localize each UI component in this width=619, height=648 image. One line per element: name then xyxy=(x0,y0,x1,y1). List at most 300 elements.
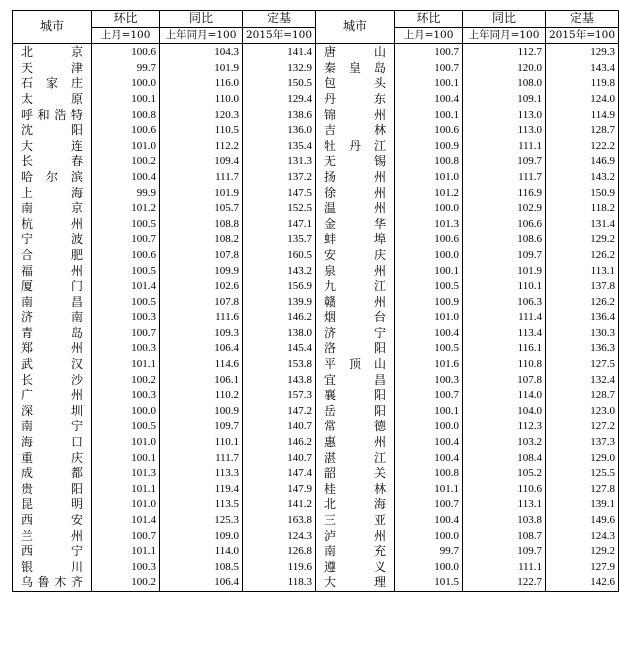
left-city-name: 南宁 xyxy=(13,419,92,435)
right-yoy-value: 111.1 xyxy=(463,139,546,155)
table-row xyxy=(13,232,619,248)
table-body xyxy=(13,44,619,592)
mom-header: 环比 xyxy=(92,11,160,28)
right-yoy-value: 111.4 xyxy=(463,310,546,326)
right-mom-value: 100.8 xyxy=(395,466,463,482)
left-yoy-value: 108.8 xyxy=(160,217,243,233)
right-base-value: 113.1 xyxy=(546,264,619,280)
right-yoy-value: 111.7 xyxy=(463,170,546,186)
table-row xyxy=(13,466,619,482)
right-mom-value: 100.4 xyxy=(395,92,463,108)
right-base-value: 126.2 xyxy=(546,295,619,311)
right-yoy-value: 106.6 xyxy=(463,217,546,233)
left-yoy-value: 113.5 xyxy=(160,497,243,513)
right-mom-value: 101.5 xyxy=(395,575,463,591)
right-mom-value: 101.0 xyxy=(395,170,463,186)
left-mom-value: 100.0 xyxy=(92,404,160,420)
right-mom-value: 100.7 xyxy=(395,44,463,61)
right-yoy-value: 103.8 xyxy=(463,513,546,529)
table-row xyxy=(13,248,619,264)
left-mom-value: 99.9 xyxy=(92,186,160,202)
table-row xyxy=(13,264,619,280)
left-yoy-value: 111.7 xyxy=(160,451,243,467)
right-city-name: 无锡 xyxy=(316,154,395,170)
right-yoy-value: 101.9 xyxy=(463,264,546,280)
table-row xyxy=(13,357,619,373)
right-mom-value: 100.7 xyxy=(395,388,463,404)
table-row xyxy=(13,482,619,498)
right-base-value: 114.9 xyxy=(546,108,619,124)
left-mom-value: 101.1 xyxy=(92,357,160,373)
left-base-value: 140.7 xyxy=(243,419,316,435)
right-base-value: 150.9 xyxy=(546,186,619,202)
left-mom-value: 100.5 xyxy=(92,264,160,280)
right-mom-value: 100.6 xyxy=(395,232,463,248)
left-city-name: 宁波 xyxy=(13,232,92,248)
left-city-name: 海口 xyxy=(13,435,92,451)
right-yoy-value: 116.9 xyxy=(463,186,546,202)
right-yoy-value: 113.0 xyxy=(463,108,546,124)
left-base-value: 138.6 xyxy=(243,108,316,124)
right-yoy-value: 122.7 xyxy=(463,575,546,591)
right-yoy-value: 102.9 xyxy=(463,201,546,217)
table-row xyxy=(13,108,619,124)
right-yoy-value: 113.0 xyxy=(463,123,546,139)
right-yoy-value: 110.1 xyxy=(463,279,546,295)
left-mom-value: 100.3 xyxy=(92,560,160,576)
right-mom-value: 100.1 xyxy=(395,108,463,124)
right-base-value: 142.6 xyxy=(546,575,619,591)
right-mom-value: 100.4 xyxy=(395,451,463,467)
left-mom-value: 100.7 xyxy=(92,232,160,248)
right-city-name: 金华 xyxy=(316,217,395,233)
left-base-value: 139.9 xyxy=(243,295,316,311)
mom-subheader: 上月=100 xyxy=(395,27,463,44)
right-mom-value: 100.3 xyxy=(395,373,463,389)
right-yoy-value: 103.2 xyxy=(463,435,546,451)
right-base-value: 129.3 xyxy=(546,44,619,61)
right-mom-value: 101.0 xyxy=(395,310,463,326)
left-city-name: 西安 xyxy=(13,513,92,529)
left-base-value: 147.1 xyxy=(243,217,316,233)
left-base-value: 146.2 xyxy=(243,435,316,451)
right-base-value: 126.2 xyxy=(546,248,619,264)
left-yoy-value: 125.3 xyxy=(160,513,243,529)
left-yoy-value: 104.3 xyxy=(160,44,243,61)
right-city-name: 韶关 xyxy=(316,466,395,482)
right-mom-value: 101.1 xyxy=(395,482,463,498)
left-base-value: 143.2 xyxy=(243,264,316,280)
left-base-value: 124.3 xyxy=(243,529,316,545)
left-mom-value: 101.4 xyxy=(92,279,160,295)
table-row xyxy=(13,513,619,529)
right-city-name: 徐州 xyxy=(316,186,395,202)
left-yoy-value: 110.2 xyxy=(160,388,243,404)
left-mom-value: 100.5 xyxy=(92,217,160,233)
left-mom-value: 100.2 xyxy=(92,154,160,170)
right-yoy-value: 109.7 xyxy=(463,544,546,560)
right-base-value: 143.2 xyxy=(546,170,619,186)
left-mom-value: 100.4 xyxy=(92,170,160,186)
left-base-value: 157.3 xyxy=(243,388,316,404)
right-base-value: 123.0 xyxy=(546,404,619,420)
right-city-name: 牡丹江 xyxy=(316,139,395,155)
right-base-value: 136.3 xyxy=(546,341,619,357)
right-city-name: 湛江 xyxy=(316,451,395,467)
left-yoy-value: 116.0 xyxy=(160,76,243,92)
yoy-subheader: 上年同月=100 xyxy=(463,27,546,44)
left-city-name: 西宁 xyxy=(13,544,92,560)
left-yoy-value: 106.4 xyxy=(160,341,243,357)
right-base-value: 146.9 xyxy=(546,154,619,170)
left-city-name: 福州 xyxy=(13,264,92,280)
left-city-name: 南昌 xyxy=(13,295,92,311)
left-yoy-value: 101.9 xyxy=(160,61,243,77)
right-city-name: 遵义 xyxy=(316,560,395,576)
right-base-value: 128.7 xyxy=(546,123,619,139)
right-yoy-value: 113.4 xyxy=(463,326,546,342)
base-header: 定基 xyxy=(243,11,316,28)
left-base-value: 135.7 xyxy=(243,232,316,248)
left-mom-value: 101.0 xyxy=(92,435,160,451)
left-base-value: 141.2 xyxy=(243,497,316,513)
left-base-value: 152.5 xyxy=(243,201,316,217)
left-yoy-value: 107.8 xyxy=(160,248,243,264)
right-mom-value: 100.6 xyxy=(395,123,463,139)
right-base-value: 122.2 xyxy=(546,139,619,155)
table-row xyxy=(13,310,619,326)
left-yoy-value: 106.1 xyxy=(160,373,243,389)
right-mom-value: 101.3 xyxy=(395,217,463,233)
right-mom-value: 100.7 xyxy=(395,61,463,77)
left-city-name: 贵阳 xyxy=(13,482,92,498)
right-city-name: 包头 xyxy=(316,76,395,92)
left-base-value: 119.6 xyxy=(243,560,316,576)
yoy-header: 同比 xyxy=(463,11,546,28)
left-yoy-value: 101.9 xyxy=(160,186,243,202)
left-yoy-value: 110.1 xyxy=(160,435,243,451)
left-base-value: 150.5 xyxy=(243,76,316,92)
left-mom-value: 100.1 xyxy=(92,451,160,467)
left-mom-value: 100.7 xyxy=(92,529,160,545)
left-yoy-value: 120.3 xyxy=(160,108,243,124)
left-mom-value: 100.6 xyxy=(92,44,160,61)
right-city-name: 九江 xyxy=(316,279,395,295)
left-city-name: 沈阳 xyxy=(13,123,92,139)
table-row xyxy=(13,44,619,61)
left-base-value: 129.4 xyxy=(243,92,316,108)
right-city-name: 泉州 xyxy=(316,264,395,280)
left-base-value: 137.2 xyxy=(243,170,316,186)
left-mom-value: 99.7 xyxy=(92,61,160,77)
right-yoy-value: 106.3 xyxy=(463,295,546,311)
left-city-name: 上海 xyxy=(13,186,92,202)
left-city-name: 银川 xyxy=(13,560,92,576)
left-city-name: 郑州 xyxy=(13,341,92,357)
right-city-name: 岳阳 xyxy=(316,404,395,420)
left-city-name: 乌鲁木齐 xyxy=(13,575,92,591)
left-base-value: 136.0 xyxy=(243,123,316,139)
left-mom-value: 100.0 xyxy=(92,76,160,92)
right-mom-value: 100.9 xyxy=(395,139,463,155)
right-mom-value: 100.0 xyxy=(395,419,463,435)
table-row xyxy=(13,123,619,139)
right-mom-value: 100.8 xyxy=(395,154,463,170)
right-mom-value: 101.6 xyxy=(395,357,463,373)
left-yoy-value: 100.9 xyxy=(160,404,243,420)
table-row xyxy=(13,170,619,186)
header-row-1 xyxy=(13,11,619,28)
left-mom-value: 101.4 xyxy=(92,513,160,529)
left-city-name: 成都 xyxy=(13,466,92,482)
left-city-name: 哈尔滨 xyxy=(13,170,92,186)
right-city-name: 洛阳 xyxy=(316,341,395,357)
left-yoy-value: 114.6 xyxy=(160,357,243,373)
left-base-value: 147.2 xyxy=(243,404,316,420)
right-base-value: 136.4 xyxy=(546,310,619,326)
left-yoy-value: 110.5 xyxy=(160,123,243,139)
base-subheader: 2015年=100 xyxy=(546,27,619,44)
left-yoy-value: 109.0 xyxy=(160,529,243,545)
right-mom-value: 100.0 xyxy=(395,560,463,576)
right-base-value: 131.4 xyxy=(546,217,619,233)
left-city-name: 呼和浩特 xyxy=(13,108,92,124)
right-base-value: 130.3 xyxy=(546,326,619,342)
left-city-name: 石家庄 xyxy=(13,76,92,92)
left-base-value: 147.9 xyxy=(243,482,316,498)
table-row xyxy=(13,186,619,202)
right-base-value: 149.6 xyxy=(546,513,619,529)
left-city-name: 长春 xyxy=(13,154,92,170)
left-base-value: 163.8 xyxy=(243,513,316,529)
left-base-value: 135.4 xyxy=(243,139,316,155)
table-row xyxy=(13,61,619,77)
right-city-name: 桂林 xyxy=(316,482,395,498)
left-yoy-value: 111.6 xyxy=(160,310,243,326)
left-yoy-value: 111.7 xyxy=(160,170,243,186)
right-base-value: 143.4 xyxy=(546,61,619,77)
right-yoy-value: 105.2 xyxy=(463,466,546,482)
left-mom-value: 100.2 xyxy=(92,373,160,389)
right-base-value: 127.2 xyxy=(546,419,619,435)
table-row xyxy=(13,435,619,451)
right-base-value: 127.5 xyxy=(546,357,619,373)
right-mom-value: 100.9 xyxy=(395,295,463,311)
table-row xyxy=(13,201,619,217)
right-city-name: 常德 xyxy=(316,419,395,435)
left-base-value: 146.2 xyxy=(243,310,316,326)
left-mom-value: 101.0 xyxy=(92,139,160,155)
right-yoy-value: 116.1 xyxy=(463,341,546,357)
right-yoy-value: 110.6 xyxy=(463,482,546,498)
table-row xyxy=(13,139,619,155)
left-yoy-value: 106.4 xyxy=(160,575,243,591)
right-city-name: 扬州 xyxy=(316,170,395,186)
right-mom-value: 100.5 xyxy=(395,279,463,295)
table-row xyxy=(13,326,619,342)
right-base-value: 129.2 xyxy=(546,544,619,560)
right-yoy-value: 108.6 xyxy=(463,232,546,248)
left-base-value: 143.8 xyxy=(243,373,316,389)
left-mom-value: 101.2 xyxy=(92,201,160,217)
right-city-name: 济宁 xyxy=(316,326,395,342)
right-yoy-value: 111.1 xyxy=(463,560,546,576)
base-subheader: 2015年=100 xyxy=(243,27,316,44)
right-yoy-value: 112.3 xyxy=(463,419,546,435)
left-mom-value: 100.6 xyxy=(92,248,160,264)
left-yoy-value: 109.4 xyxy=(160,154,243,170)
left-mom-value: 100.7 xyxy=(92,326,160,342)
left-mom-value: 100.1 xyxy=(92,92,160,108)
right-city-name: 襄阳 xyxy=(316,388,395,404)
table-row xyxy=(13,92,619,108)
right-mom-value: 100.4 xyxy=(395,435,463,451)
left-city-name: 南京 xyxy=(13,201,92,217)
yoy-subheader: 上年同月=100 xyxy=(160,27,243,44)
left-mom-value: 100.6 xyxy=(92,123,160,139)
right-city-name: 锦州 xyxy=(316,108,395,124)
table-row xyxy=(13,404,619,420)
right-base-value: 139.1 xyxy=(546,497,619,513)
right-city-name: 吉林 xyxy=(316,123,395,139)
left-yoy-value: 112.2 xyxy=(160,139,243,155)
right-city-name: 烟台 xyxy=(316,310,395,326)
left-yoy-value: 102.6 xyxy=(160,279,243,295)
right-city-name: 唐山 xyxy=(316,44,395,61)
right-city-name: 惠州 xyxy=(316,435,395,451)
base-header: 定基 xyxy=(546,11,619,28)
left-base-value: 141.4 xyxy=(243,44,316,61)
left-yoy-value: 109.7 xyxy=(160,419,243,435)
mom-header: 环比 xyxy=(395,11,463,28)
left-yoy-value: 109.9 xyxy=(160,264,243,280)
right-city-name: 赣州 xyxy=(316,295,395,311)
left-mom-value: 101.1 xyxy=(92,482,160,498)
left-yoy-value: 109.3 xyxy=(160,326,243,342)
right-yoy-value: 108.7 xyxy=(463,529,546,545)
right-base-value: 129.0 xyxy=(546,451,619,467)
right-mom-value: 100.0 xyxy=(395,248,463,264)
left-mom-value: 101.0 xyxy=(92,497,160,513)
left-mom-value: 101.3 xyxy=(92,466,160,482)
right-yoy-value: 112.7 xyxy=(463,44,546,61)
left-base-value: 118.3 xyxy=(243,575,316,591)
left-city-name: 青岛 xyxy=(13,326,92,342)
left-city-name: 大连 xyxy=(13,139,92,155)
right-base-value: 127.9 xyxy=(546,560,619,576)
right-yoy-value: 109.7 xyxy=(463,154,546,170)
left-city-name: 长沙 xyxy=(13,373,92,389)
right-yoy-value: 114.0 xyxy=(463,388,546,404)
table-row xyxy=(13,373,619,389)
right-city-name: 平顶山 xyxy=(316,357,395,373)
left-yoy-value: 119.4 xyxy=(160,482,243,498)
right-mom-value: 100.0 xyxy=(395,529,463,545)
right-mom-value: 101.2 xyxy=(395,186,463,202)
right-city-name: 秦皇岛 xyxy=(316,61,395,77)
table-row xyxy=(13,497,619,513)
left-mom-value: 100.3 xyxy=(92,388,160,404)
right-city-name: 大理 xyxy=(316,575,395,591)
right-mom-value: 100.5 xyxy=(395,341,463,357)
left-city-name: 广州 xyxy=(13,388,92,404)
left-mom-value: 100.3 xyxy=(92,341,160,357)
table-row xyxy=(13,575,619,591)
left-yoy-value: 113.3 xyxy=(160,466,243,482)
table-row xyxy=(13,388,619,404)
right-yoy-value: 110.8 xyxy=(463,357,546,373)
left-mom-value: 100.3 xyxy=(92,310,160,326)
left-base-value: 153.8 xyxy=(243,357,316,373)
table-row xyxy=(13,451,619,467)
left-city-name: 昆明 xyxy=(13,497,92,513)
table-row xyxy=(13,154,619,170)
left-city-name: 杭州 xyxy=(13,217,92,233)
table-row xyxy=(13,544,619,560)
left-city-name: 合肥 xyxy=(13,248,92,264)
right-mom-value: 100.1 xyxy=(395,264,463,280)
left-base-value: 126.8 xyxy=(243,544,316,560)
table-row xyxy=(13,76,619,92)
right-mom-value: 100.7 xyxy=(395,497,463,513)
left-base-value: 156.9 xyxy=(243,279,316,295)
right-mom-value: 100.4 xyxy=(395,513,463,529)
right-mom-value: 100.0 xyxy=(395,201,463,217)
right-yoy-value: 109.1 xyxy=(463,92,546,108)
left-base-value: 147.5 xyxy=(243,186,316,202)
right-base-value: 124.0 xyxy=(546,92,619,108)
table-row xyxy=(13,341,619,357)
left-base-value: 132.9 xyxy=(243,61,316,77)
left-city-name: 兰州 xyxy=(13,529,92,545)
right-city-name: 安庆 xyxy=(316,248,395,264)
right-yoy-value: 109.7 xyxy=(463,248,546,264)
left-mom-value: 100.2 xyxy=(92,575,160,591)
table-row xyxy=(13,560,619,576)
right-mom-value: 100.1 xyxy=(395,76,463,92)
left-city-name: 北京 xyxy=(13,44,92,61)
right-base-value: 118.2 xyxy=(546,201,619,217)
right-base-value: 125.5 xyxy=(546,466,619,482)
left-base-value: 160.5 xyxy=(243,248,316,264)
right-base-value: 124.3 xyxy=(546,529,619,545)
right-base-value: 127.8 xyxy=(546,482,619,498)
left-city-name: 重庆 xyxy=(13,451,92,467)
right-yoy-value: 107.8 xyxy=(463,373,546,389)
left-city-name: 深圳 xyxy=(13,404,92,420)
left-base-value: 131.3 xyxy=(243,154,316,170)
left-base-value: 138.0 xyxy=(243,326,316,342)
right-mom-value: 99.7 xyxy=(395,544,463,560)
table-row xyxy=(13,217,619,233)
right-city-name: 北海 xyxy=(316,497,395,513)
right-city-name: 三亚 xyxy=(316,513,395,529)
right-base-value: 137.8 xyxy=(546,279,619,295)
right-mom-value: 100.1 xyxy=(395,404,463,420)
left-yoy-value: 108.5 xyxy=(160,560,243,576)
left-city-name: 济南 xyxy=(13,310,92,326)
right-city-name: 蚌埠 xyxy=(316,232,395,248)
left-city-name: 武汉 xyxy=(13,357,92,373)
right-base-value: 129.2 xyxy=(546,232,619,248)
table-row xyxy=(13,279,619,295)
yoy-header: 同比 xyxy=(160,11,243,28)
right-yoy-value: 120.0 xyxy=(463,61,546,77)
right-yoy-value: 113.1 xyxy=(463,497,546,513)
right-city-name: 温州 xyxy=(316,201,395,217)
right-base-value: 128.7 xyxy=(546,388,619,404)
left-yoy-value: 114.0 xyxy=(160,544,243,560)
